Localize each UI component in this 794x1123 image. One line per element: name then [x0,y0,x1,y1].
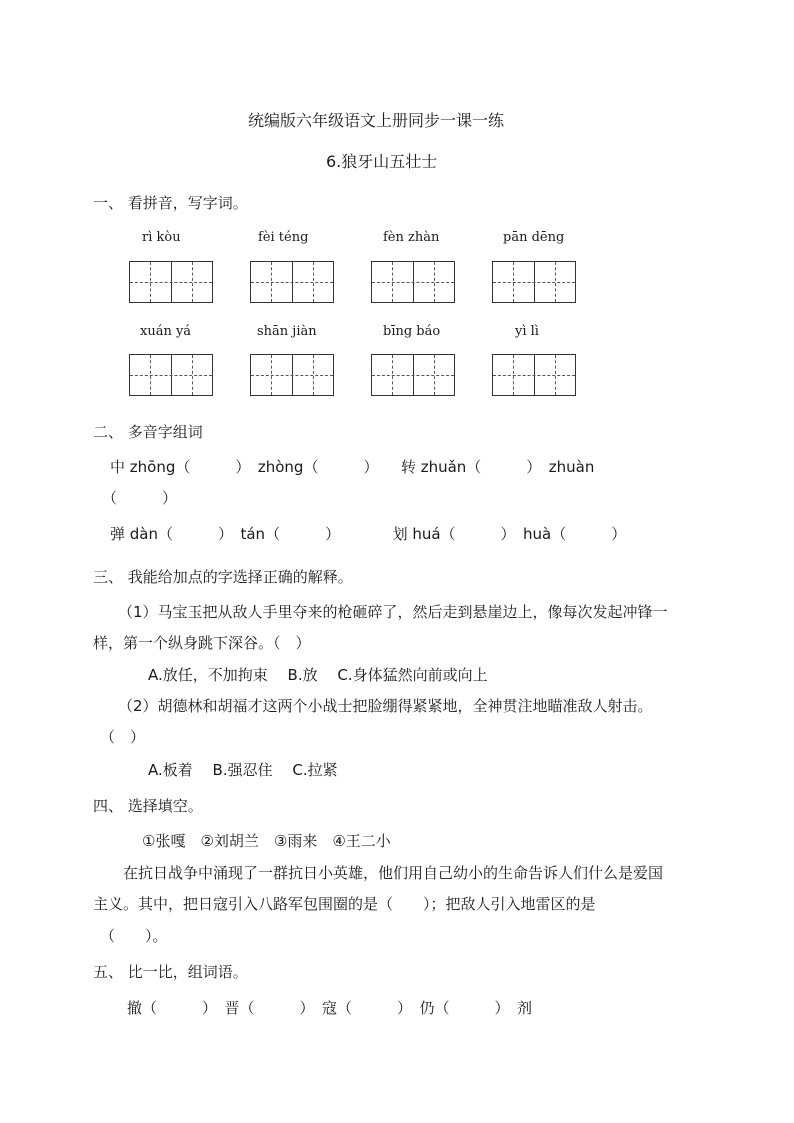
pinyin-label: xuán yá [140,324,192,339]
pinyin-label: rì kòu [142,230,181,245]
question-text: 样，第一个纵身跳下深谷。（ ） [93,634,311,652]
question-text: （1）马宝玉把从敌人手里夺来的枪砸碎了，然后走到悬崖边上，像每次发起冲锋一 [118,603,668,621]
section-5-heading: 五、 比一比，组词语。 [93,963,248,981]
writing-grid-box[interactable] [371,354,455,396]
paragraph-line: （ ）。 [100,927,168,945]
writing-grid-box[interactable] [129,354,213,396]
choice-list: ①张嘎 ②刘胡兰 ③雨来 ④王二小 [142,832,391,850]
pinyin-label: pān dēng [503,230,565,245]
polyphone-line: 中 zhōng（ ） zhòng（ ） 转 zhuǎn（ ） zhuàn [110,458,595,476]
section-1-heading: 一、 看拼音，写字词。 [93,194,248,212]
writing-grid-box[interactable] [250,261,334,303]
pinyin-label: shān jiàn [257,324,317,339]
section-3-heading: 三、 我能给加点的字选择正确的解释。 [93,568,353,586]
worksheet-title: 统编版六年级语文上册同步一课一练 [248,111,505,130]
paragraph-line: 主义。其中，把日寇引入八路军包围圈的是（ ）；把敌人引入地雷区的是 [93,895,596,913]
polyphone-line: 弹 dàn（ ） tán（ ） 划 huá（ ） huà（ ） [110,525,627,543]
answer-options: A.板着 B.强忍住 C.拉紧 [148,761,338,779]
question-text: （ ） [100,728,146,746]
compare-words-line: 撤（ ） 晋（ ） 寇（ ） 仍（ ） 剂 [127,999,533,1017]
pinyin-label: fèn zhàn [383,230,440,245]
writing-grid-box[interactable] [129,261,213,303]
section-4-heading: 四、 选择填空。 [93,797,203,815]
section-2-heading: 二、 多音字组词 [93,423,203,441]
pinyin-label: yì lì [515,324,539,339]
pinyin-label: fèi téng [258,230,309,245]
writing-grid-box[interactable] [250,354,334,396]
writing-grid-box[interactable] [492,261,576,303]
answer-options: A.放任，不加拘束 B.放 C.身体猛然向前或向上 [148,666,488,684]
paragraph-line: 在抗日战争中涌现了一群抗日小英雄，他们用自己幼小的生命告诉人们什么是爱国 [123,864,664,882]
question-text: （2）胡德林和胡福才这两个小战士把脸绷得紧紧地，全神贯注地瞄准敌人射击。 [118,697,653,715]
writing-grid-box[interactable] [492,354,576,396]
writing-grid-box[interactable] [371,261,455,303]
polyphone-line: （ ） [102,489,178,507]
lesson-title: 6.狼牙山五壮士 [326,152,438,171]
pinyin-label: bīng báo [383,324,441,339]
